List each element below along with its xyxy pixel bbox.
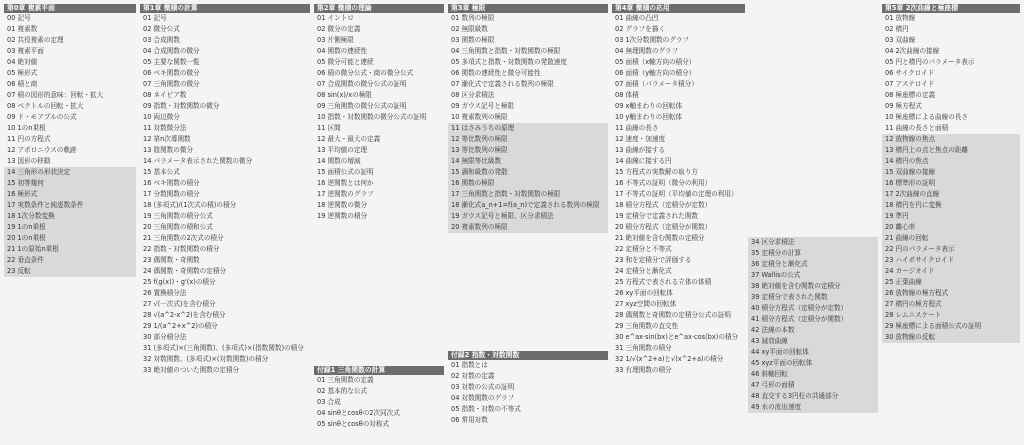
lesson-item[interactable]: 10 1のn乗根 xyxy=(7,124,46,133)
lesson-item[interactable]: 18 漸化式a_n+1=f(a_n)で定義される数列の極限 xyxy=(448,200,608,211)
lesson-item[interactable]: 08 体積 xyxy=(615,91,639,100)
lesson-item[interactable]: 20 1のn乗根 xyxy=(4,233,136,244)
lesson-item[interactable]: 11 曲線の長さ xyxy=(615,124,659,133)
lesson-item[interactable]: 06 常用対数 xyxy=(451,416,488,425)
lesson-item[interactable]: 18 積分方程式（定積分が定数） xyxy=(615,201,712,210)
lesson-item[interactable]: 32 対数関数、(多項式)×(対数関数)の積分 xyxy=(143,355,269,364)
lesson-item[interactable]: 05 指数・対数の不等式 xyxy=(451,405,521,414)
lesson-item[interactable]: 12 第n次導関数 xyxy=(143,135,191,144)
lesson-item[interactable]: 04 sinθとcosθの2次同次式 xyxy=(317,409,400,418)
lesson-item[interactable]: 08 区分求積法 xyxy=(451,91,495,100)
lesson-item[interactable]: 08 ベクトルの回転・拡大 xyxy=(7,102,84,111)
lesson-item[interactable]: 21 曲線の回転 xyxy=(882,233,1020,244)
lesson-item[interactable]: 41 積分方程式（定積分が関数） xyxy=(748,314,878,325)
lesson-item[interactable]: 03 1次分数関数のグラフ xyxy=(615,36,690,45)
lesson-item[interactable]: 47 弓形の面積 xyxy=(748,380,878,391)
lesson-item[interactable]: 29 三角関数の直交性 xyxy=(615,322,679,331)
chapter-column-2 xyxy=(314,4,444,222)
lesson-item[interactable]: 38 絶対値を含む関数の定積分 xyxy=(748,281,878,292)
lesson-item[interactable]: 02 グラフを描く xyxy=(615,25,666,34)
lesson-item[interactable]: 15 調和級数の発散 xyxy=(448,167,608,178)
lesson-item[interactable]: 03 合成 xyxy=(317,398,341,407)
lesson-item[interactable]: 24 カージオイド xyxy=(882,266,1020,277)
lesson-item[interactable]: 26 放物線の極方程式 xyxy=(882,288,1020,299)
lesson-item[interactable]: 17 分数関数の積分 xyxy=(143,190,200,199)
lesson-item[interactable]: 02 共役複素の定理 xyxy=(7,36,64,45)
lesson-item[interactable]: 06 関数の連続性と微分可能性 xyxy=(451,69,541,78)
chapter-header: 第2章 微積の理論 xyxy=(314,4,444,13)
lesson-item[interactable]: 48 直交する3円柱の共通部分 xyxy=(748,391,878,402)
lesson-item[interactable]: 06 積の微分公式・商の微分公式 xyxy=(317,69,414,78)
lesson-item[interactable]: 12 速度・加速度 xyxy=(615,135,666,144)
lesson-item[interactable]: 29 1/(a^2+x^2)の積分 xyxy=(143,322,218,331)
lesson-item[interactable]: 42 法線の本数 xyxy=(748,325,878,336)
lesson-item[interactable]: 07 漸化式で定義される数列の極限 xyxy=(451,80,554,89)
lesson-item[interactable]: 11 区間 xyxy=(317,124,341,133)
lesson-item[interactable]: 16 極形式 xyxy=(4,189,136,200)
lesson-item[interactable]: 15 初等幾何 xyxy=(4,178,136,189)
lesson-item[interactable]: 14 パラメータ表示された関数の微分 xyxy=(143,157,253,166)
lesson-item[interactable]: 10 複素数列の極限 xyxy=(451,113,508,122)
lesson-item[interactable]: 17 実数条件と純虚数条件 xyxy=(4,200,136,211)
lesson-item[interactable]: 07 アステロイド xyxy=(885,80,935,89)
lesson-item[interactable]: 04 対数関数のグラフ xyxy=(451,394,515,403)
lesson-item[interactable]: 04 三角関数と指数・対数関数の極限 xyxy=(451,47,561,56)
lesson-item[interactable]: 21 三角関数の2次式の積分 xyxy=(143,234,224,243)
chapter-column-8 xyxy=(448,351,608,426)
lesson-item[interactable]: 17 三角関数と指数・対数関数の極限 xyxy=(448,189,608,200)
lesson-item[interactable]: 13 曲線が接する xyxy=(615,146,666,155)
lesson-item[interactable]: 03 合成関数 xyxy=(143,36,180,45)
lesson-item[interactable]: 05 面積（x軸方向の積分） xyxy=(615,58,696,67)
lesson-item[interactable]: 30 e^ax·sin(bx)とe^ax·cos(bx)の積分 xyxy=(615,333,739,342)
lesson-item[interactable]: 11 円の方程式 xyxy=(7,135,51,144)
lesson-item[interactable]: 44 xy平面の回転体 xyxy=(748,347,878,358)
chapter-column-1 xyxy=(140,4,310,376)
chapter-header: 第1章 微積の計算 xyxy=(140,4,310,13)
chapter-header: 付録2 指数・対数関数 xyxy=(448,351,608,360)
lesson-item[interactable]: 13 図形の移動 xyxy=(7,157,51,166)
lesson-item[interactable]: 06 面積（y軸方向の積分） xyxy=(615,69,696,78)
lesson-item[interactable]: 27 楕円の極方程式 xyxy=(882,299,1020,310)
lesson-item[interactable]: 14 楕円の焦点 xyxy=(882,156,1020,167)
lesson-item[interactable]: 03 片側極限 xyxy=(317,36,354,45)
lesson-item[interactable]: 10 指数・対数関数の微分公式の証明 xyxy=(317,113,427,122)
lesson-item[interactable]: 49 水の流出速度 xyxy=(748,402,878,413)
lesson-item[interactable]: 08 ネイピア数 xyxy=(143,91,187,100)
lesson-item[interactable]: 04 無理関数のグラフ xyxy=(615,47,679,56)
lesson-item[interactable]: 35 定積分の計算 xyxy=(748,248,878,259)
lesson-item[interactable]: 01 放物線 xyxy=(885,14,916,23)
lesson-item[interactable]: 37 Wallisの公式 xyxy=(748,270,878,281)
lesson-item[interactable]: 09 指数・対数関数の微分 xyxy=(143,102,220,111)
chapter-header: 第3章 極限 xyxy=(448,4,608,13)
lesson-item[interactable]: 19 逆関数の積分 xyxy=(317,212,368,221)
lesson-item[interactable]: 02 楕円 xyxy=(885,25,909,34)
lesson-item[interactable]: 08 sin(x)/xの極限 xyxy=(317,91,372,100)
lesson-item[interactable]: 34 区分求積法 xyxy=(748,237,878,248)
chapter-column-0 xyxy=(4,4,136,277)
lesson-item[interactable]: 05 微分可能と連続 xyxy=(317,58,374,67)
lesson-item[interactable]: 14 関数の増減 xyxy=(317,157,361,166)
lesson-item[interactable]: 19 定積分で定義された関数 xyxy=(615,212,699,221)
chapter-column-6 xyxy=(882,4,1020,343)
lesson-item[interactable]: 21 絶対値を含む関数の定積分 xyxy=(615,234,705,243)
lesson-item[interactable]: 14 無限等比級数 xyxy=(448,156,608,167)
lesson-item[interactable]: 08 極座標の定義 xyxy=(885,91,936,100)
lesson-item[interactable]: 20 積分方程式（定積分が関数） xyxy=(615,223,712,232)
lesson-item[interactable]: 17 2次曲線の直線 xyxy=(882,189,1020,200)
lesson-item[interactable]: 15 基本公式 xyxy=(143,168,180,177)
lesson-item[interactable]: 32 1/√(x^2+a)と√(x^2+a)の積分 xyxy=(615,355,724,364)
lesson-item[interactable]: 07 積の図形的意味：回転・拡大 xyxy=(7,91,104,100)
lesson-item[interactable]: 23 和を定積分で評価する xyxy=(615,256,692,265)
lesson-item[interactable]: 16 ベキ関数の積分 xyxy=(143,179,200,188)
lesson-item[interactable]: 07 三角関数の微分 xyxy=(143,80,200,89)
lesson-item[interactable]: 31 (多項式)×(三角関数)、(多項式)×(指数関数)の積分 xyxy=(143,344,304,353)
lesson-item[interactable]: 06 積と商 xyxy=(7,80,38,89)
lesson-item[interactable]: 05 sinθとcosθの対称式 xyxy=(317,420,390,429)
chapter-column-3 xyxy=(448,4,608,233)
lesson-item[interactable]: 19 ガウス記号と極限、区分求積法 xyxy=(448,211,608,222)
lesson-item[interactable]: 27 √(一次式)を含む積分 xyxy=(143,300,216,309)
lesson-item[interactable]: 19 1のn乗根 xyxy=(4,222,136,233)
chapter-header: 第0章 複素平面 xyxy=(4,4,136,13)
lesson-item[interactable]: 01 曲線の凸凹 xyxy=(615,14,659,23)
lesson-item[interactable]: 10 y軸まわりの回転体 xyxy=(615,113,683,122)
lesson-item[interactable]: 43 減衰曲線 xyxy=(748,336,878,347)
lesson-item[interactable]: 10 両辺微分 xyxy=(143,113,180,122)
lesson-item[interactable]: 04 合成関数の微分 xyxy=(143,47,200,56)
lesson-item[interactable]: 31 三角関数の積分 xyxy=(615,344,672,353)
lesson-item[interactable]: 33 絶対値のついた関数の定積分 xyxy=(143,366,240,375)
lesson-item[interactable]: 05 円と楕円のパラメータ表示 xyxy=(885,58,975,67)
lesson-item[interactable]: 14 曲線に接する円 xyxy=(615,157,672,166)
lesson-item[interactable]: 11 はさみうちの原理 xyxy=(448,123,608,134)
lesson-item[interactable]: 40 積分方程式（定積分が定数） xyxy=(748,303,878,314)
lesson-item[interactable]: 09 x軸まわりの回転体 xyxy=(615,102,683,111)
lesson-item[interactable]: 03 関数の極限 xyxy=(451,36,495,45)
lesson-item[interactable]: 26 xy平面の回転体 xyxy=(615,289,673,298)
lesson-item[interactable]: 30 放物線の反転 xyxy=(882,332,1020,343)
lesson-item[interactable]: 12 放物線の焦点 xyxy=(882,134,1020,145)
lesson-item[interactable]: 22 垂直条件 xyxy=(4,255,136,266)
lesson-item[interactable]: 24 偶関数・奇関数の定積分 xyxy=(143,267,227,276)
lesson-item[interactable]: 15 方程式の実数解の取り方 xyxy=(615,168,699,177)
lesson-item[interactable]: 04 関数の連続性 xyxy=(317,47,368,56)
lesson-item[interactable]: 24 定積分と漸化式 xyxy=(615,267,672,276)
chapter-column-4 xyxy=(612,4,745,376)
lesson-item[interactable]: 03 複素平面 xyxy=(7,47,44,56)
lesson-item[interactable]: 22 円のパラメータ表示 xyxy=(882,244,1020,255)
lesson-item[interactable]: 28 √(a^2-x^2)を含む積分 xyxy=(143,311,226,320)
lesson-item[interactable]: 16 標準形の証明 xyxy=(882,178,1020,189)
lesson-item[interactable]: 45 xyz平面の回転体 xyxy=(748,358,878,369)
lesson-item[interactable]: 04 2次曲線の接線 xyxy=(885,47,940,56)
lesson-item[interactable]: 05 多項式と指数・対数関数の発散速度 xyxy=(451,58,567,67)
chapter-column-7 xyxy=(314,366,444,430)
chapter-header: 付録1 三角関数の計算 xyxy=(314,366,444,375)
lesson-item[interactable]: 09 三角関数の微分公式の証明 xyxy=(317,102,407,111)
lesson-item[interactable]: 25 f(g(x))・g'(x)の積分 xyxy=(143,278,216,287)
lesson-item[interactable]: 13 等比数列の極限 xyxy=(448,145,608,156)
lesson-item[interactable]: 22 定積分と不等式 xyxy=(615,245,672,254)
lesson-item[interactable]: 23 ハイポサイクロイド xyxy=(882,255,1020,266)
lesson-item[interactable]: 09 極方程式 xyxy=(885,102,922,111)
lesson-item[interactable]: 20 離心率 xyxy=(882,222,1020,233)
lesson-item[interactable]: 06 ベキ関数の微分 xyxy=(143,69,200,78)
lesson-item[interactable]: 14 三角形の形状決定 xyxy=(4,167,136,178)
lesson-item[interactable]: 12 最大・最大の定義 xyxy=(317,135,381,144)
lesson-item[interactable]: 01 三角関数の定義 xyxy=(317,376,374,385)
lesson-item[interactable]: 01 複素数 xyxy=(7,25,38,34)
lesson-item[interactable]: 02 基本的な公式 xyxy=(317,387,368,396)
lesson-item[interactable]: 16 逆関数とは何か xyxy=(317,179,374,188)
lesson-item[interactable]: 18 楕円を円に変換 xyxy=(882,200,1020,211)
chapter-header: 第4章 微積の応用 xyxy=(612,4,745,13)
lesson-item[interactable]: 10 極座標による曲線の長さ xyxy=(885,113,969,122)
lesson-item[interactable]: 17 不等式の証明（平均値の定理の利用） xyxy=(615,190,738,199)
lesson-item[interactable]: 18 (多項式)/(1次式の積)の積分 xyxy=(143,201,237,210)
lesson-item[interactable]: 23 偶関数・奇関数 xyxy=(143,256,200,265)
lesson-item[interactable]: 20 複素数列の極限 xyxy=(448,222,608,233)
lesson-item[interactable]: 02 微分公式 xyxy=(143,25,180,34)
lesson-item[interactable]: 06 サイクロイド xyxy=(885,69,935,78)
lesson-item[interactable]: 11 対数微分法 xyxy=(143,124,187,133)
lesson-item[interactable]: 03 対数の公式の証明 xyxy=(451,383,515,392)
lesson-item[interactable]: 04 絶対値 xyxy=(7,58,38,67)
chapter-column-5 xyxy=(748,237,878,413)
lesson-item[interactable]: 00 記号 xyxy=(7,14,31,23)
lesson-item[interactable]: 12 アポロニウスの軌跡 xyxy=(7,146,77,155)
lesson-item[interactable]: 01 指数とは xyxy=(451,361,488,370)
lesson-item[interactable]: 36 定積分と漸化式 xyxy=(748,259,878,270)
lesson-item[interactable]: 11 曲線の長さと面積 xyxy=(885,124,949,133)
lesson-item[interactable]: 05 主要な関数一覧 xyxy=(143,58,200,67)
lesson-item[interactable]: 01 数列の極限 xyxy=(451,14,495,23)
lesson-item[interactable]: 25 方程式で表される立体の体積 xyxy=(615,278,712,287)
lesson-item[interactable]: 02 対数の定義 xyxy=(451,372,495,381)
lesson-item[interactable]: 19 準円 xyxy=(882,211,1020,222)
lesson-item[interactable]: 07 面積（パラメータ積分） xyxy=(615,80,698,89)
lesson-item[interactable]: 03 双曲線 xyxy=(885,36,916,45)
lesson-item[interactable]: 02 微分の定義 xyxy=(317,25,361,34)
lesson-item[interactable]: 28 レムニスケート xyxy=(882,310,1020,321)
lesson-item[interactable]: 33 有理関数の積分 xyxy=(615,366,672,375)
lesson-item[interactable]: 16 不等式の証明（微分の利用） xyxy=(615,179,712,188)
lesson-item[interactable]: 15 双曲線の接線 xyxy=(882,167,1020,178)
lesson-item[interactable]: 30 部分積分法 xyxy=(143,333,187,342)
lesson-item[interactable]: 39 定積分で表された関数 xyxy=(748,292,878,303)
lesson-item[interactable]: 20 三角関数の積和公式 xyxy=(143,223,213,232)
lesson-item[interactable]: 15 面積公式の証明 xyxy=(317,168,374,177)
lesson-item[interactable]: 21 1の原始n乗根 xyxy=(4,244,136,255)
lesson-item[interactable]: 28 偶関数と奇関数の定積分公式の証明 xyxy=(615,311,731,320)
lesson-item[interactable]: 27 xyz空間の回転体 xyxy=(615,300,677,309)
lesson-item[interactable]: 09 ガウス記号と極限 xyxy=(451,102,515,111)
lesson-item[interactable]: 26 置換積分法 xyxy=(143,289,187,298)
lesson-item[interactable]: 23 反転 xyxy=(4,266,136,277)
lesson-item[interactable]: 02 無限級数 xyxy=(451,25,488,34)
lesson-item[interactable]: 01 記号 xyxy=(143,14,167,23)
lesson-item[interactable]: 12 等比数列の極限 xyxy=(448,134,608,145)
lesson-item[interactable]: 46 斜軸回転 xyxy=(748,369,878,380)
lesson-item[interactable]: 09 ド・モアブルの公式 xyxy=(7,113,77,122)
lesson-item[interactable]: 17 逆関数のグラフ xyxy=(317,190,374,199)
lesson-item[interactable]: 22 指数・対数関数の積分 xyxy=(143,245,220,254)
lesson-item[interactable]: 25 正葉曲線 xyxy=(882,277,1020,288)
lesson-item[interactable]: 29 極座標による面積公式の証明 xyxy=(882,321,1020,332)
lesson-item[interactable]: 16 関数の極限 xyxy=(448,178,608,189)
lesson-item[interactable]: 01 イントロ xyxy=(317,14,354,23)
chapter-header: 第5章 2次曲線と極座標 xyxy=(882,4,1020,13)
lesson-item[interactable]: 07 合成関数の微分公式の証明 xyxy=(317,80,407,89)
lesson-item[interactable]: 13 陰関数の微分 xyxy=(143,146,194,155)
lesson-item[interactable]: 13 平均値の定理 xyxy=(317,146,368,155)
lesson-item[interactable]: 18 逆関数の微分 xyxy=(317,201,368,210)
lesson-item[interactable]: 18 1次分数変換 xyxy=(4,211,136,222)
lesson-item[interactable]: 05 極形式 xyxy=(7,69,38,78)
lesson-item[interactable]: 13 楕円上の点と焦点の距離 xyxy=(882,145,1020,156)
lesson-item[interactable]: 19 三角関数の積分公式 xyxy=(143,212,213,221)
